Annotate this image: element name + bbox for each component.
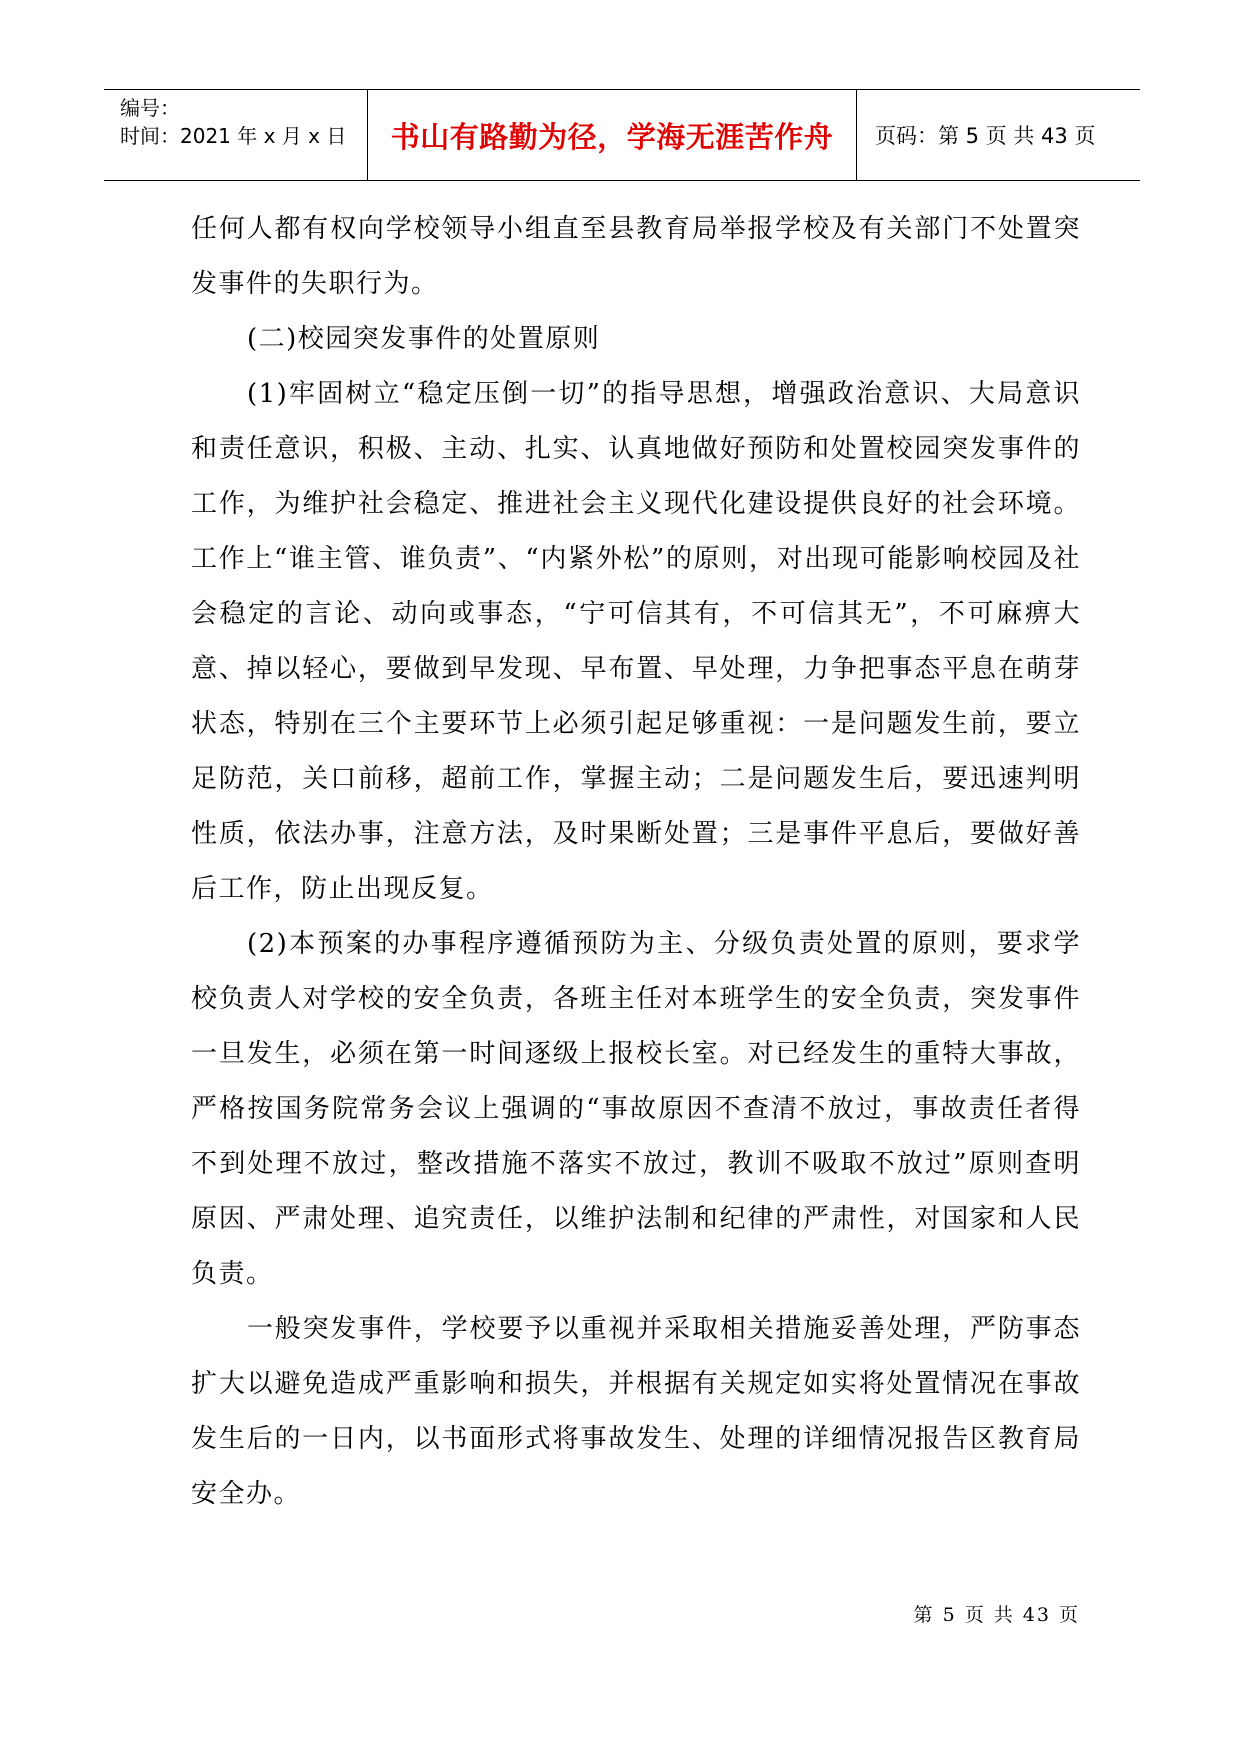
body-paragraph: 一般突发事件，学校要予以重视并采取相关措施妥善处理，严防事态扩大以避免造成严重影响和损失，并根据有关规定如实将处置情况在事故发生后的一日内，以书面形式将事故发生、处理的详细情况报告区教育局安全办。 (191, 1314, 1081, 1509)
body-paragraph: (2)本预案的办事程序遵循预防为主、分级负责处置的原则，要求学校负责人对学校的安全负责，各班主任对本班学生的安全负责，突发事件一旦发生，必须在第一时间逐级上报校长室。对已经发生的重特大事故，严格按国务院常务会议上强调的“事故原因不查清不放过，事故责任者得不到处理不放过，整改措施不落实不放过，教训不吸取不放过”原则查明原因、严肃处理、追究责任，以维护法制和纪律的严肃性，对国家和人民负责。 (191, 929, 1081, 1289)
page-footer: 第 5 页 共 43 页 (913, 1604, 1080, 1626)
body-paragraph: 任何人都有权向学校领导小组直至县教育局举报学校及有关部门不处置突发事件的失职行为。 (191, 214, 1081, 299)
document-body (191, 202, 1081, 1522)
header-page-number: 页码：第 5 页 共 43 页 (875, 124, 1096, 148)
document-time-label: 时间：2021 年 x 月 x 日 (120, 124, 347, 148)
header-motto: 书山有路勤为径，学海无涯苦作舟 (368, 90, 857, 180)
document-number-label: 编号： (120, 96, 180, 120)
header-meta (104, 90, 368, 180)
section-heading: (二)校园突发事件的处置原则 (247, 324, 601, 354)
page-header (104, 89, 1140, 181)
body-paragraph: (1)牢固树立“稳定压倒一切”的指导思想，增强政治意识、大局意识和责任意识，积极、主动、扎实、认真地做好预防和处置校园突发事件的工作，为维护社会稳定、推进社会主义现代化建设提供良好的社会环境。工作上“谁主管、谁负责”、“内紧外松”的原则，对出现可能影响校园及社会稳定的言论、动向或事态，“宁可信其有，不可信其无”，不可麻痹大意、掉以轻心，要做到早发现、早布置、早处理，力争把事态平息在萌芽状态，特别在三个主要环节上必须引起足够重视：一是问题发生前，要立足防范，关口前移，超前工作，掌握主动；二是问题发生后，要迅速判明性质，依法办事，注意方法，及时果断处置；三是事件平息后，要做好善后工作，防止出现反复。 (191, 379, 1081, 904)
